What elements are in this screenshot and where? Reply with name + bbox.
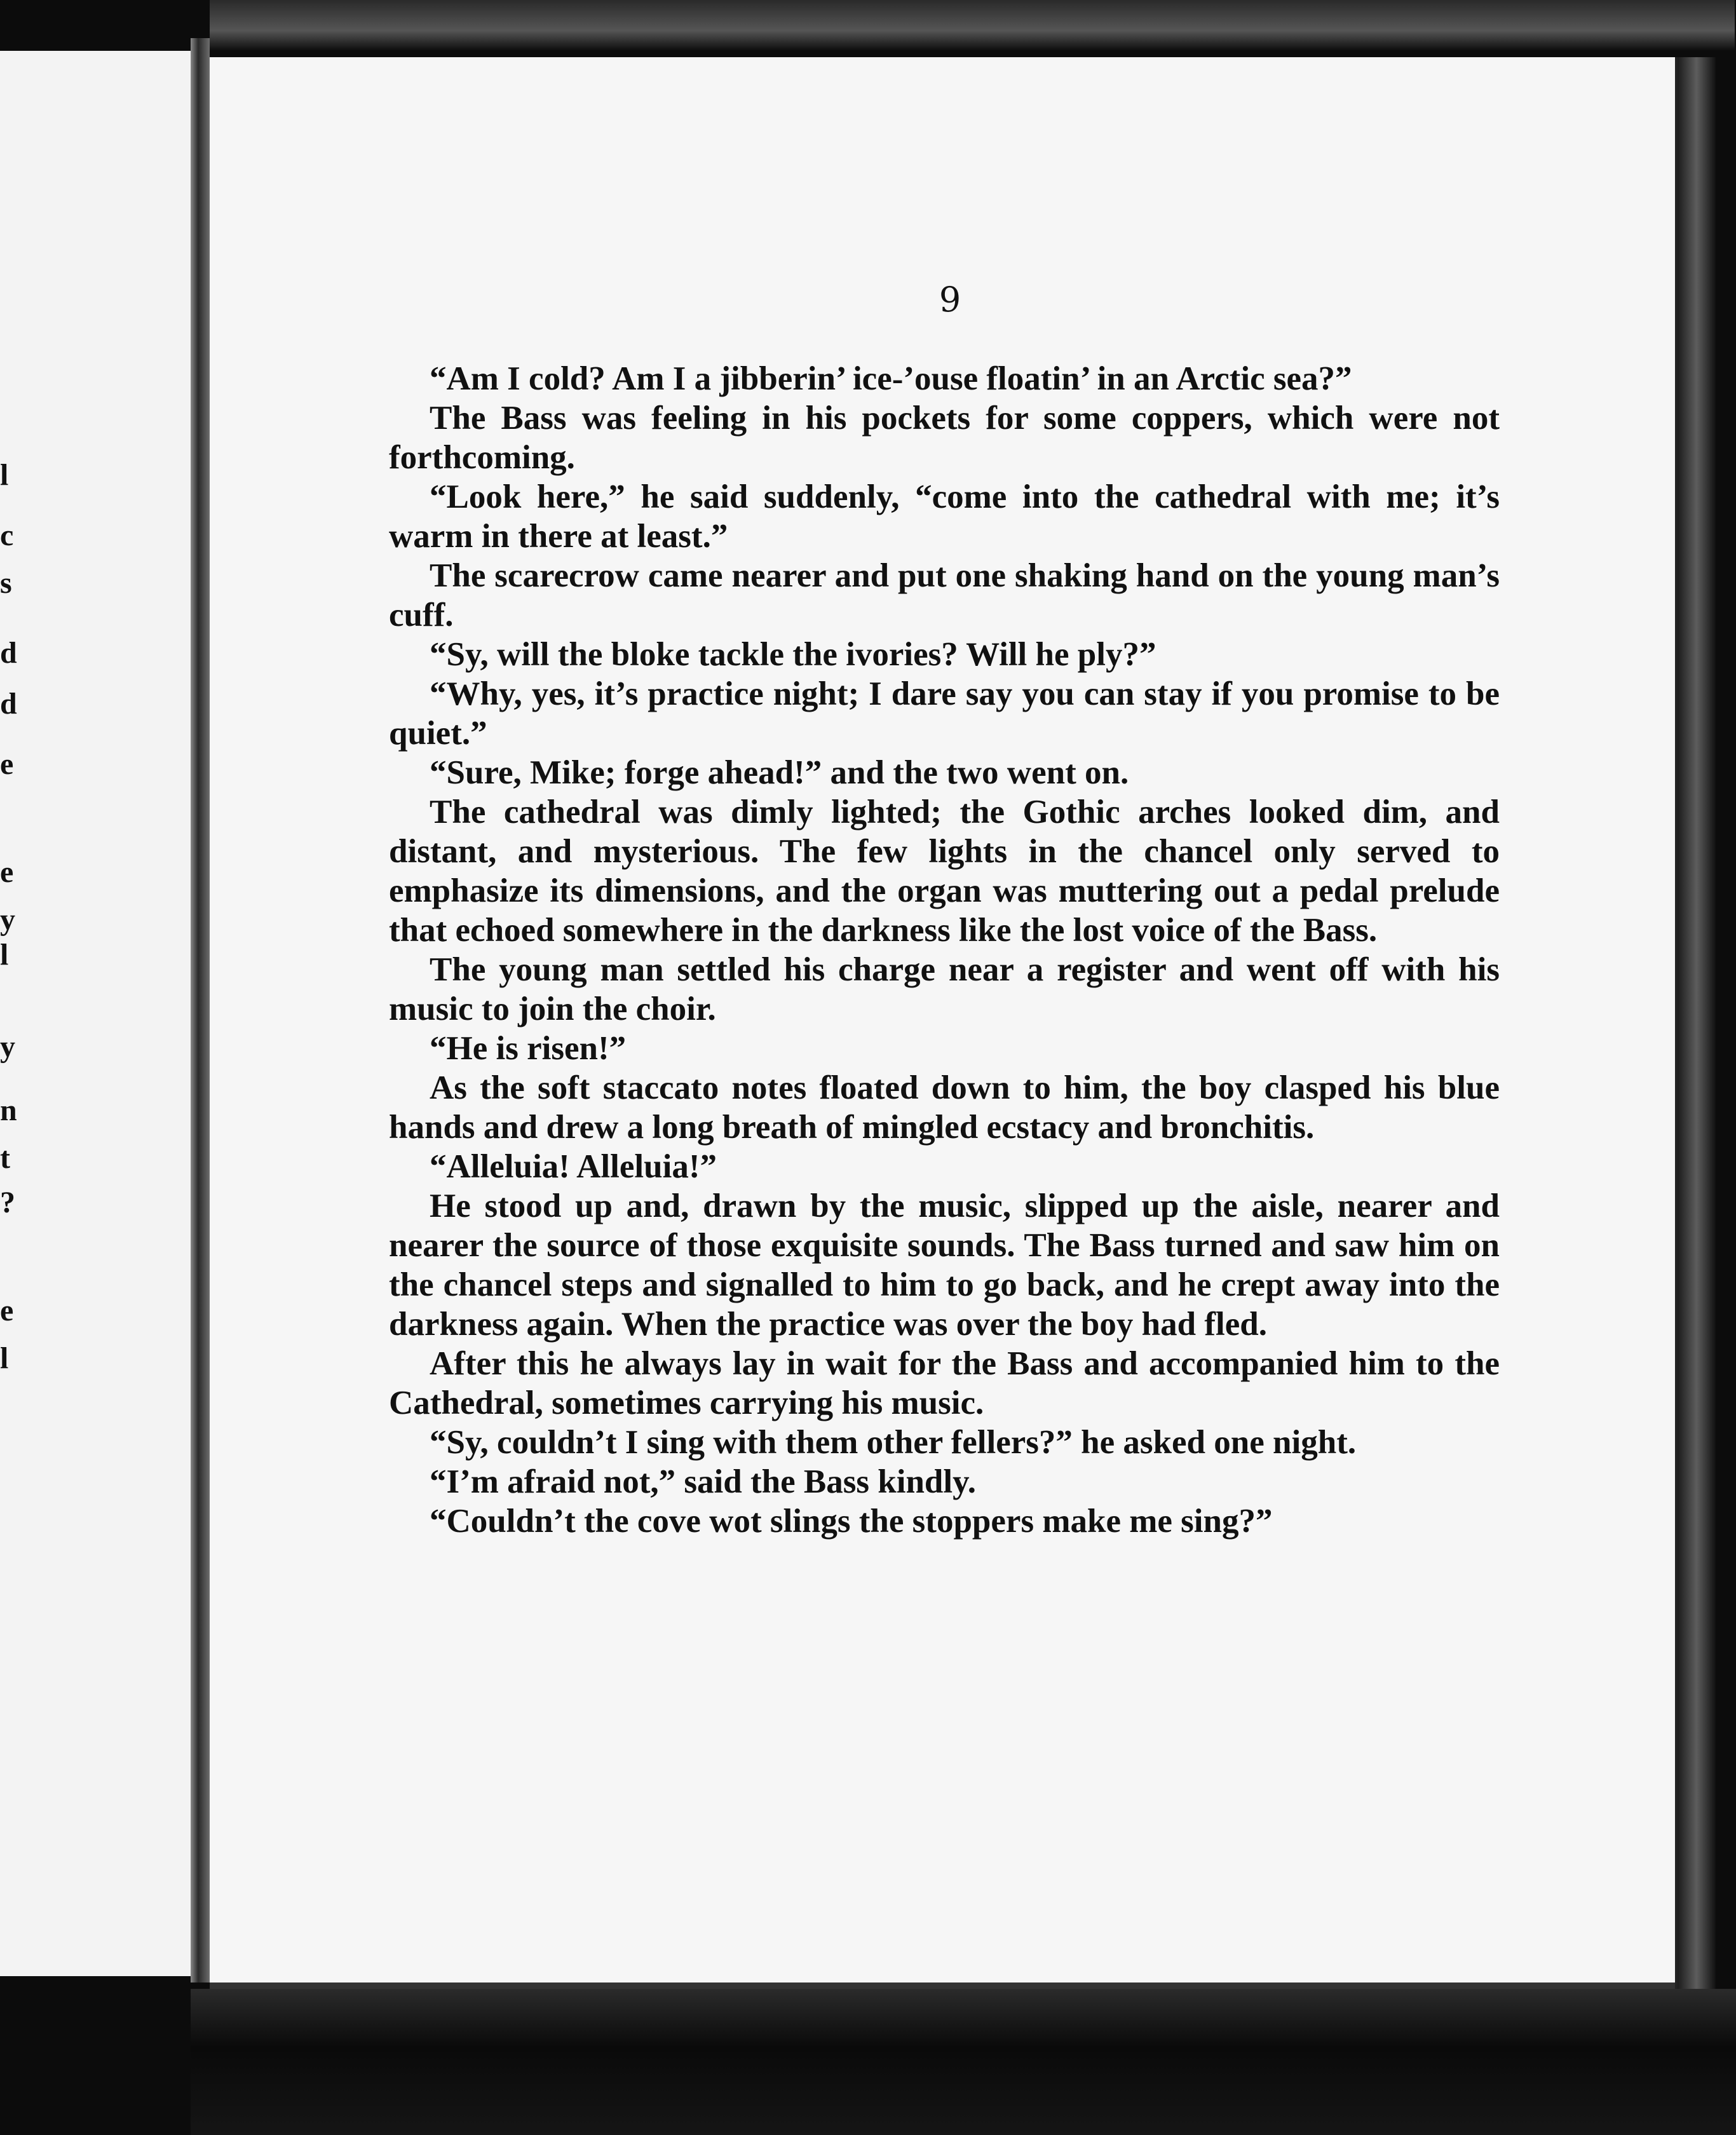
left-page-letter: ? <box>0 1186 15 1219</box>
paragraph: “Alleluia! Alleluia!” <box>430 1148 717 1185</box>
paragraph: “I’m afraid not,” said the Bass kindly. <box>430 1463 976 1500</box>
left-page-letter: e <box>0 1294 14 1327</box>
left-page-letter: d <box>0 687 17 721</box>
left-page-edge <box>0 51 191 1976</box>
paragraph: The young man settled his charge near a register and went off with his music to join the choir. <box>389 951 1500 1027</box>
page-number: 9 <box>939 280 961 320</box>
paragraph: After this he always lay in wait for the Bass and accompanied him to the Cathedral, sometimes carrying his music. <box>389 1345 1500 1421</box>
left-page-letter: c <box>0 518 14 552</box>
paragraph: He stood up and, drawn by the music, slipped up the aisle, nearer and nearer the source of those exquisite sounds. The Bass turned and saw him on the chancel steps and signalled to him to go back, and he crept away into the darkness again. When the practice was over the boy had fled. <box>389 1188 1500 1343</box>
page-right-edge <box>1678 57 1716 1989</box>
paragraph: “Sy, will the bloke tackle the ivories? Will he ply?” <box>430 636 1156 673</box>
top-binding-shadow <box>210 0 1735 51</box>
left-page-letter: d <box>0 636 17 670</box>
paragraph: “Am I cold? Am I a jibberin’ ice-’ouse floatin’ in an Arctic sea?” <box>430 360 1352 397</box>
left-page-letter: l <box>0 938 9 972</box>
paragraph: As the soft staccato notes floated down to him, the boy clasped his blue hands and drew a long breath of mingled ecstacy and bronchitis. <box>389 1069 1500 1146</box>
bottom-binding-shadow <box>191 1989 1736 2135</box>
left-page-letter: s <box>0 566 12 600</box>
paragraph: The Bass was feeling in his pockets for some coppers, which were not forthcoming. <box>389 400 1500 476</box>
paragraph: “Look here,” he said suddenly, “come into the cathedral with me; it’s warm in there at least.” <box>389 478 1500 555</box>
left-page-letter: e <box>0 747 14 781</box>
page-body <box>389 359 1500 1541</box>
paragraph: “He is risen!” <box>430 1030 627 1067</box>
left-page-letter: l <box>0 458 9 492</box>
paragraph: “Sure, Mike; forge ahead!” and the two went on. <box>430 754 1129 791</box>
paragraph: “Why, yes, it’s practice night; I dare say you can stay if you promise to be quiet.” <box>389 675 1500 752</box>
left-page-letter: y <box>0 1030 15 1064</box>
paragraph: The scarecrow came nearer and put one shaking hand on the young man’s cuff. <box>389 557 1500 634</box>
left-page-letter: e <box>0 855 14 889</box>
left-page-letter: l <box>0 1341 9 1375</box>
paragraph: The cathedral was dimly lighted; the Gothic arches looked dim, and distant, and mysterious. The few lights in the chancel only served to emphasize its dimensions, and the organ was muttering out a pedal prelude that echoed somewhere in the darkness like the lost voice of the Bass. <box>389 794 1500 949</box>
left-page-letter: n <box>0 1094 17 1127</box>
book-spine <box>191 38 210 1982</box>
paragraph: “Sy, couldn’t I sing with them other fellers?” he asked one night. <box>430 1424 1357 1461</box>
paragraph: “Couldn’t the cove wot slings the stoppers make me sing?” <box>430 1503 1273 1540</box>
left-page-letter: y <box>0 903 15 937</box>
left-page-letter: t <box>0 1141 10 1175</box>
